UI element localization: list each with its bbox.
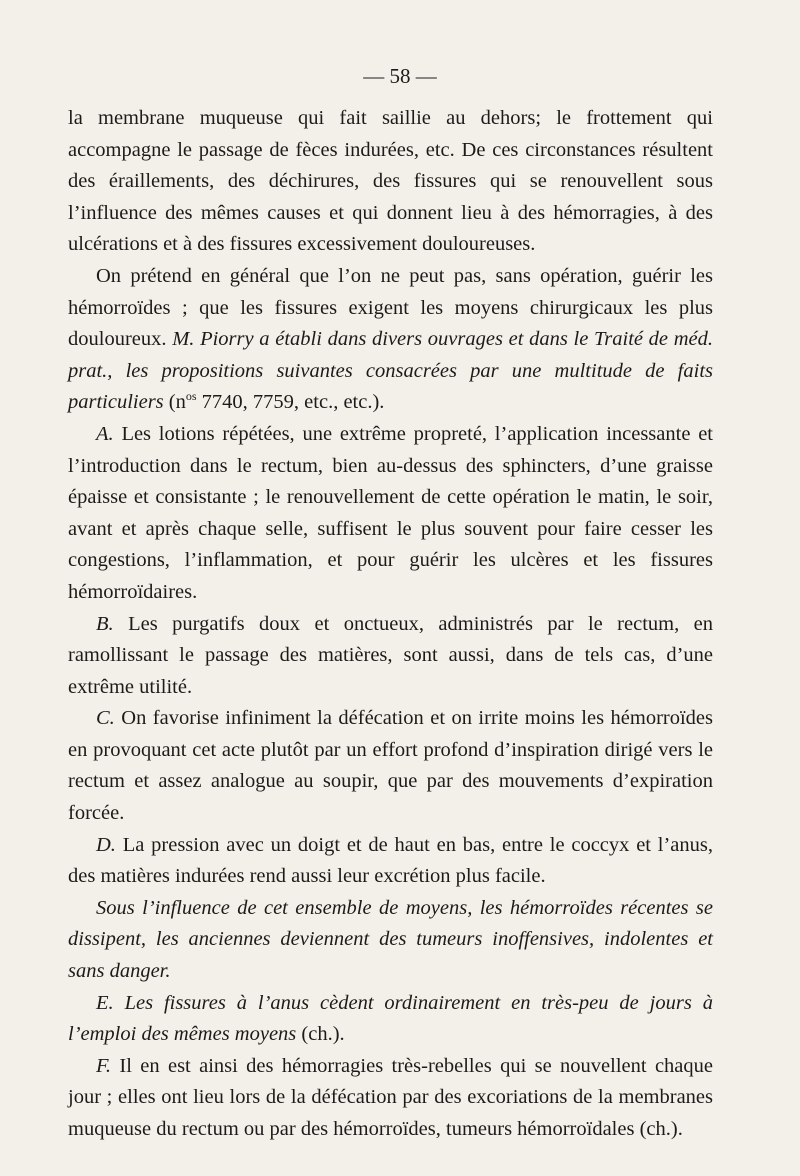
paragraph-text: On prétend en général que l’on ne peut pas, sans opération, guérir les hémorroïdes ; que les fissures exigent les moyens chirurgicaux les plus douloureux.: [68, 264, 713, 351]
paragraph-c: [68, 703, 713, 829]
paragraph-text: Les lotions répétées, une extrême propreté, l’application incessante et l’introduction dans le rectum, bien au-dessus des sphincters, d’une graisse épaisse et consistante ; le renouvellement de cette opération le matin, le soir, avant et après chaque selle, suffisent le plus souvent pour faire cesser les congestions, l’inflammation, et pour guérir les ulcères et les fissures hémorroïdaires.: [68, 422, 714, 603]
body-text: [68, 103, 713, 1146]
paragraph-continuation: [68, 103, 713, 261]
paragraph-text: Les purgatifs doux et onctueux, administrés par le rectum, en ramollissant le passage des matières, sont aussi, dans de tels cas, d’une extrême utilité.: [68, 612, 713, 698]
item-label: B.: [96, 612, 114, 635]
reference-open: (n: [168, 391, 186, 414]
paragraph-text: La pression avec un doigt et de haut en bas, entre le coccyx et l’anus, des matières indurées rend aussi leur excrétion plus facile.: [68, 833, 714, 888]
item-label: E.: [96, 991, 114, 1014]
paragraph-f: [68, 1051, 713, 1146]
paragraph-text: la membrane muqueuse qui fait saillie au dehors; le frottement qui accompagne le passage de fèces indurées, etc. De ces circonstances résultent des éraillements, des déchirures, des fissures qui se renouvellent sous l’influence des mêmes causes et qui donnent lieu à des hémorragies, à des ulcérations et à des fissures excessivement douloureuses.: [68, 107, 713, 256]
paragraph-text: On favorise infiniment la défécation et on irrite moins les hémorroïdes en provoquant cet acte plutôt par un effort profond d’inspiration dirigé vers le rectum et assez analogue au soupir, que par des mouvements d’expiration forcée.: [68, 707, 714, 825]
item-label: F.: [96, 1054, 112, 1077]
paragraph-italic-text: Sous l’influence de cet ensemble de moyens, les hémorroïdes récentes se dissipent, les anciennes deviennent des tumeurs inoffensives, indolentes et sans danger.: [68, 896, 713, 983]
paragraph-b: [68, 609, 713, 704]
paragraph-d-italic: [68, 893, 713, 988]
paragraph-e: [68, 988, 713, 1051]
reference-numbers: 7740, 7759, etc., etc.).: [201, 391, 385, 414]
paragraph-d: [68, 830, 713, 893]
paragraph-piorry: [68, 261, 713, 419]
source-note: (ch.).: [301, 1023, 345, 1046]
paragraph-a: [68, 419, 713, 609]
paragraph-text: Il en est ainsi des hémorragies très-rebelles qui se nouvellent chaque jour ; elles ont lieu lors de la défécation par des excoriations de la membranes muqueuse du rectum ou par des hémorroïdes, tumeurs hémorroïdales (ch.).: [68, 1054, 713, 1140]
paragraph-italic-text: M. Piorry a établi dans divers ouvrages et dans le Traité de méd. prat., les propositions suivantes consacrées par une multitude de faits particuliers: [68, 328, 713, 414]
item-label: D.: [96, 833, 116, 856]
paragraph-italic-text: Les fissures à l’anus cèdent ordinairement en très-peu de jours à l’emploi des mêmes moyens: [68, 991, 713, 1046]
item-label: C.: [96, 707, 115, 730]
reference-superscript: os: [185, 389, 197, 404]
item-label: A.: [96, 422, 114, 445]
page-number: — 58 —: [363, 64, 437, 88]
